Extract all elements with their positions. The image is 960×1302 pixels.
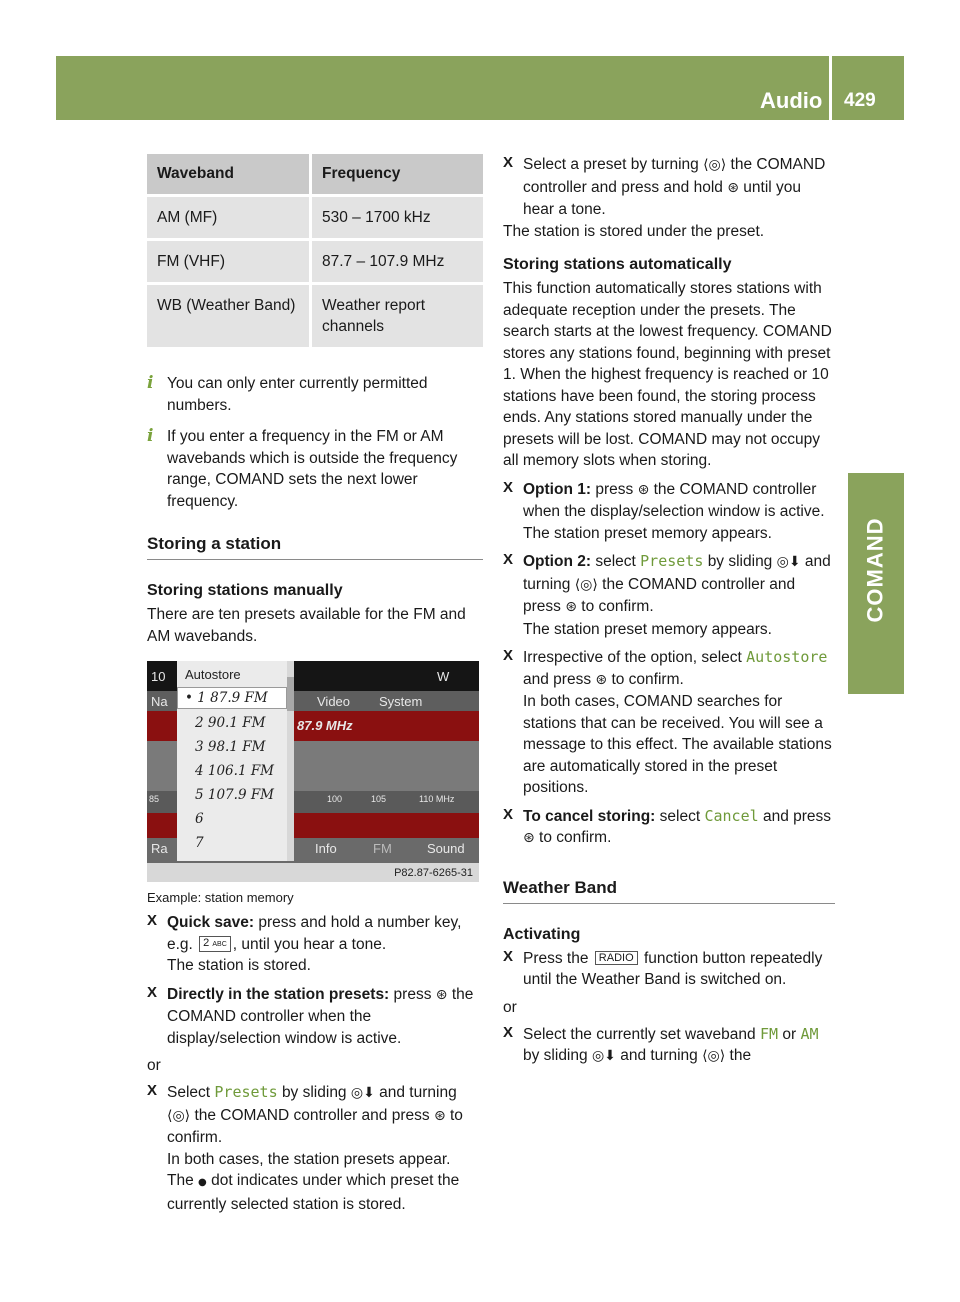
- section-heading: Weather Band: [503, 878, 835, 904]
- side-tab-label: COMAND: [862, 517, 887, 623]
- or-text: or: [147, 1057, 161, 1074]
- turn-controller-icon: ⟨◎⟩: [702, 1048, 726, 1064]
- table-row: [147, 238, 483, 282]
- step-text: Quick save: press and hold a number key, e.g. 2 ABC , until you hear a tone. The station is stored.: [167, 914, 462, 974]
- step-arrow-icon: X: [503, 478, 514, 496]
- menu-term: AM: [800, 1024, 819, 1043]
- step-arrow-icon: X: [503, 154, 514, 171]
- instruction-step: [503, 1024, 835, 1068]
- turn-controller-icon: ⟨◎⟩: [167, 1107, 191, 1124]
- preset-item: 4 106.1 FM: [195, 763, 275, 779]
- screen-frequency: 87.9 MHz: [297, 718, 353, 733]
- slide-controller-icon: ◎⬇: [591, 1048, 616, 1064]
- table-cell: 87.7 – 107.9 MHz: [309, 238, 483, 282]
- info-note: [147, 426, 483, 512]
- step-text: Option 1: press ⊛ the COMAND controller when the display/selection window is active. The station preset memory appears.: [523, 480, 825, 542]
- screen-tab-fm: FM: [373, 841, 392, 856]
- step-text: Press the RADIO function button repeatedly until the Weather Band is switched on.: [523, 949, 823, 988]
- table-cell: 530 – 1700 kHz: [309, 194, 483, 238]
- step-text: Select Presets by sliding ◎⬇ and turning ⟨◎⟩ the COMAND controller and press ⊛ to confirm. In both cases, the station presets appear. The ● dot indicates under which preset the currently selected station is stored.: [167, 1083, 463, 1213]
- step-text: Irrespective of the option, select Autostore and press ⊛ to confirm. In both cases, COMAND searches for stations that can be received. You will see a message to this effect. The available stations are automatically stored in the preset positions.: [523, 648, 832, 796]
- turn-controller-icon: ⟨◎⟩: [703, 157, 727, 173]
- slide-controller-icon: ◎⬇: [350, 1085, 375, 1101]
- section-title: Audio: [760, 88, 823, 113]
- step-arrow-icon: X: [503, 1023, 514, 1041]
- instruction-step: [503, 479, 835, 545]
- screen-label: W: [437, 669, 450, 684]
- header-divider: [829, 56, 832, 120]
- info-note: [147, 373, 483, 416]
- screen-scale: 110 MHz: [419, 794, 455, 804]
- table-header: Frequency: [309, 154, 483, 194]
- screen-scale: 105: [371, 794, 387, 804]
- dot-icon: ●: [198, 1177, 207, 1188]
- turn-controller-icon: ⟨◎⟩: [574, 576, 598, 593]
- instruction-step: [503, 551, 835, 640]
- preset-item: 7: [195, 835, 204, 851]
- press-controller-icon: ⊛: [565, 599, 577, 615]
- figure-caption: Example: station memory: [147, 890, 294, 905]
- paragraph: The station is stored under the preset.: [503, 222, 765, 240]
- screen-tab-system: System: [379, 694, 423, 709]
- step-arrow-icon: X: [503, 551, 514, 568]
- screen-scale: 100: [327, 794, 343, 804]
- number-key-2-icon: 2 ABC: [199, 936, 231, 952]
- screen-tab-sound: Sound: [427, 841, 465, 856]
- preset-item: 3 98.1 FM: [195, 739, 266, 755]
- step-arrow-icon: X: [503, 947, 514, 965]
- press-controller-icon: ⊛: [433, 1107, 446, 1124]
- slide-controller-icon: ◎⬇: [776, 554, 801, 570]
- preset-menu: [177, 661, 287, 861]
- step-arrow-icon: X: [147, 1082, 158, 1099]
- press-controller-icon: ⊛: [637, 481, 650, 498]
- menu-term: Presets: [214, 1083, 278, 1101]
- menu-term: Presets: [640, 552, 704, 570]
- table-row: [147, 194, 483, 238]
- radio-button-icon: RADIO: [595, 951, 638, 965]
- step-text: Option 2: select Presets by sliding ◎⬇ and turning ⟨◎⟩ the COMAND controller and press ⊛ to confirm. The station preset memory appears.: [523, 552, 831, 638]
- or-text: or: [503, 998, 517, 1016]
- table-cell: AM (MF): [147, 194, 309, 238]
- menu-term: Autostore: [746, 648, 828, 666]
- table-header: Waveband: [147, 154, 309, 194]
- screen-scale: 85: [149, 794, 160, 804]
- image-code: P82.87-6265-31: [394, 867, 473, 879]
- waveband-table: [147, 154, 483, 347]
- table-cell: WB (Weather Band): [147, 282, 309, 347]
- press-controller-icon: ⊛: [523, 830, 535, 846]
- step-arrow-icon: X: [503, 647, 514, 664]
- step-text: Select the currently set waveband FM or AM by sliding ◎⬇ and turning ⟨◎⟩ the: [523, 1024, 819, 1064]
- step-text: To cancel storing: select Cancel and press ⊛ to confirm.: [523, 806, 832, 846]
- subsection-heading: Activating: [503, 925, 581, 943]
- table-cell: Weather report channels: [309, 282, 483, 347]
- instruction-step: [503, 154, 835, 221]
- menu-term: Cancel: [704, 806, 759, 825]
- subsection-heading: Storing stations automatically: [503, 256, 732, 273]
- instruction-step: [503, 948, 835, 991]
- table-row: [147, 282, 483, 347]
- preset-item: • 1 87.9 FM: [185, 690, 268, 706]
- screen-label: Ra: [151, 841, 168, 856]
- step-arrow-icon: X: [147, 983, 158, 1001]
- info-text: If you enter a frequency in the FM or AM wavebands which is outside the frequency range, COMAND sets the next lower frequency.: [167, 428, 458, 510]
- table-cell: FM (VHF): [147, 238, 309, 282]
- screen-label: 10: [151, 669, 166, 684]
- info-icon: i: [147, 373, 154, 393]
- step-text: Select a preset by turning ⟨◎⟩ the COMAND controller and press and hold ⊛ until you hear a tone.: [523, 156, 826, 218]
- press-controller-icon: ⊛: [727, 179, 739, 196]
- autostore-item: Autostore: [185, 667, 241, 682]
- instruction-step: [503, 806, 835, 850]
- paragraph: There are ten presets available for the FM and AM wavebands.: [147, 606, 466, 645]
- preset-item: 6: [195, 811, 204, 827]
- step-arrow-icon: X: [503, 805, 514, 823]
- step-text: Directly in the station presets: press ⊛ the COMAND controller when the display/selection window is active.: [167, 985, 474, 1047]
- instruction-step: [147, 1082, 483, 1215]
- menu-scroll-thumb: [287, 677, 294, 711]
- section-heading: Storing a station: [147, 534, 483, 560]
- info-text: You can only enter currently permitted numbers.: [167, 375, 428, 414]
- instruction-step: [503, 647, 835, 799]
- instruction-step: [147, 984, 483, 1050]
- menu-term: FM: [759, 1024, 779, 1043]
- screen-label: Na: [151, 694, 168, 709]
- right-column: [503, 154, 835, 1068]
- press-controller-icon: ⊛: [435, 986, 448, 1003]
- preset-item: 2 90.1 FM: [195, 715, 266, 731]
- info-icon: i: [147, 426, 154, 446]
- step-arrow-icon: X: [147, 912, 158, 929]
- preset-item: 5 107.9 FM: [195, 787, 275, 803]
- screen-tab-video: Video: [317, 694, 351, 709]
- page-number: 429: [844, 90, 876, 111]
- instruction-step: [147, 912, 483, 977]
- paragraph: This function automatically stores stations with adequate reception under the presets. The search starts at the lowest frequency. COMAND stores any stations found, beginning with preset 1. When the highest frequency is reached or 10 stations have been found, the storing process ends. Any stations stored manually under the presets will be lost. COMAND may not occupy all memory slots when storing.: [503, 280, 832, 469]
- left-column: [147, 154, 483, 1215]
- table-header-row: [147, 154, 483, 194]
- press-controller-icon: ⊛: [595, 671, 608, 688]
- screen-tab-info: Info: [315, 841, 337, 856]
- station-memory-screenshot: [147, 661, 479, 882]
- subsection-heading: Storing stations manually: [147, 582, 343, 599]
